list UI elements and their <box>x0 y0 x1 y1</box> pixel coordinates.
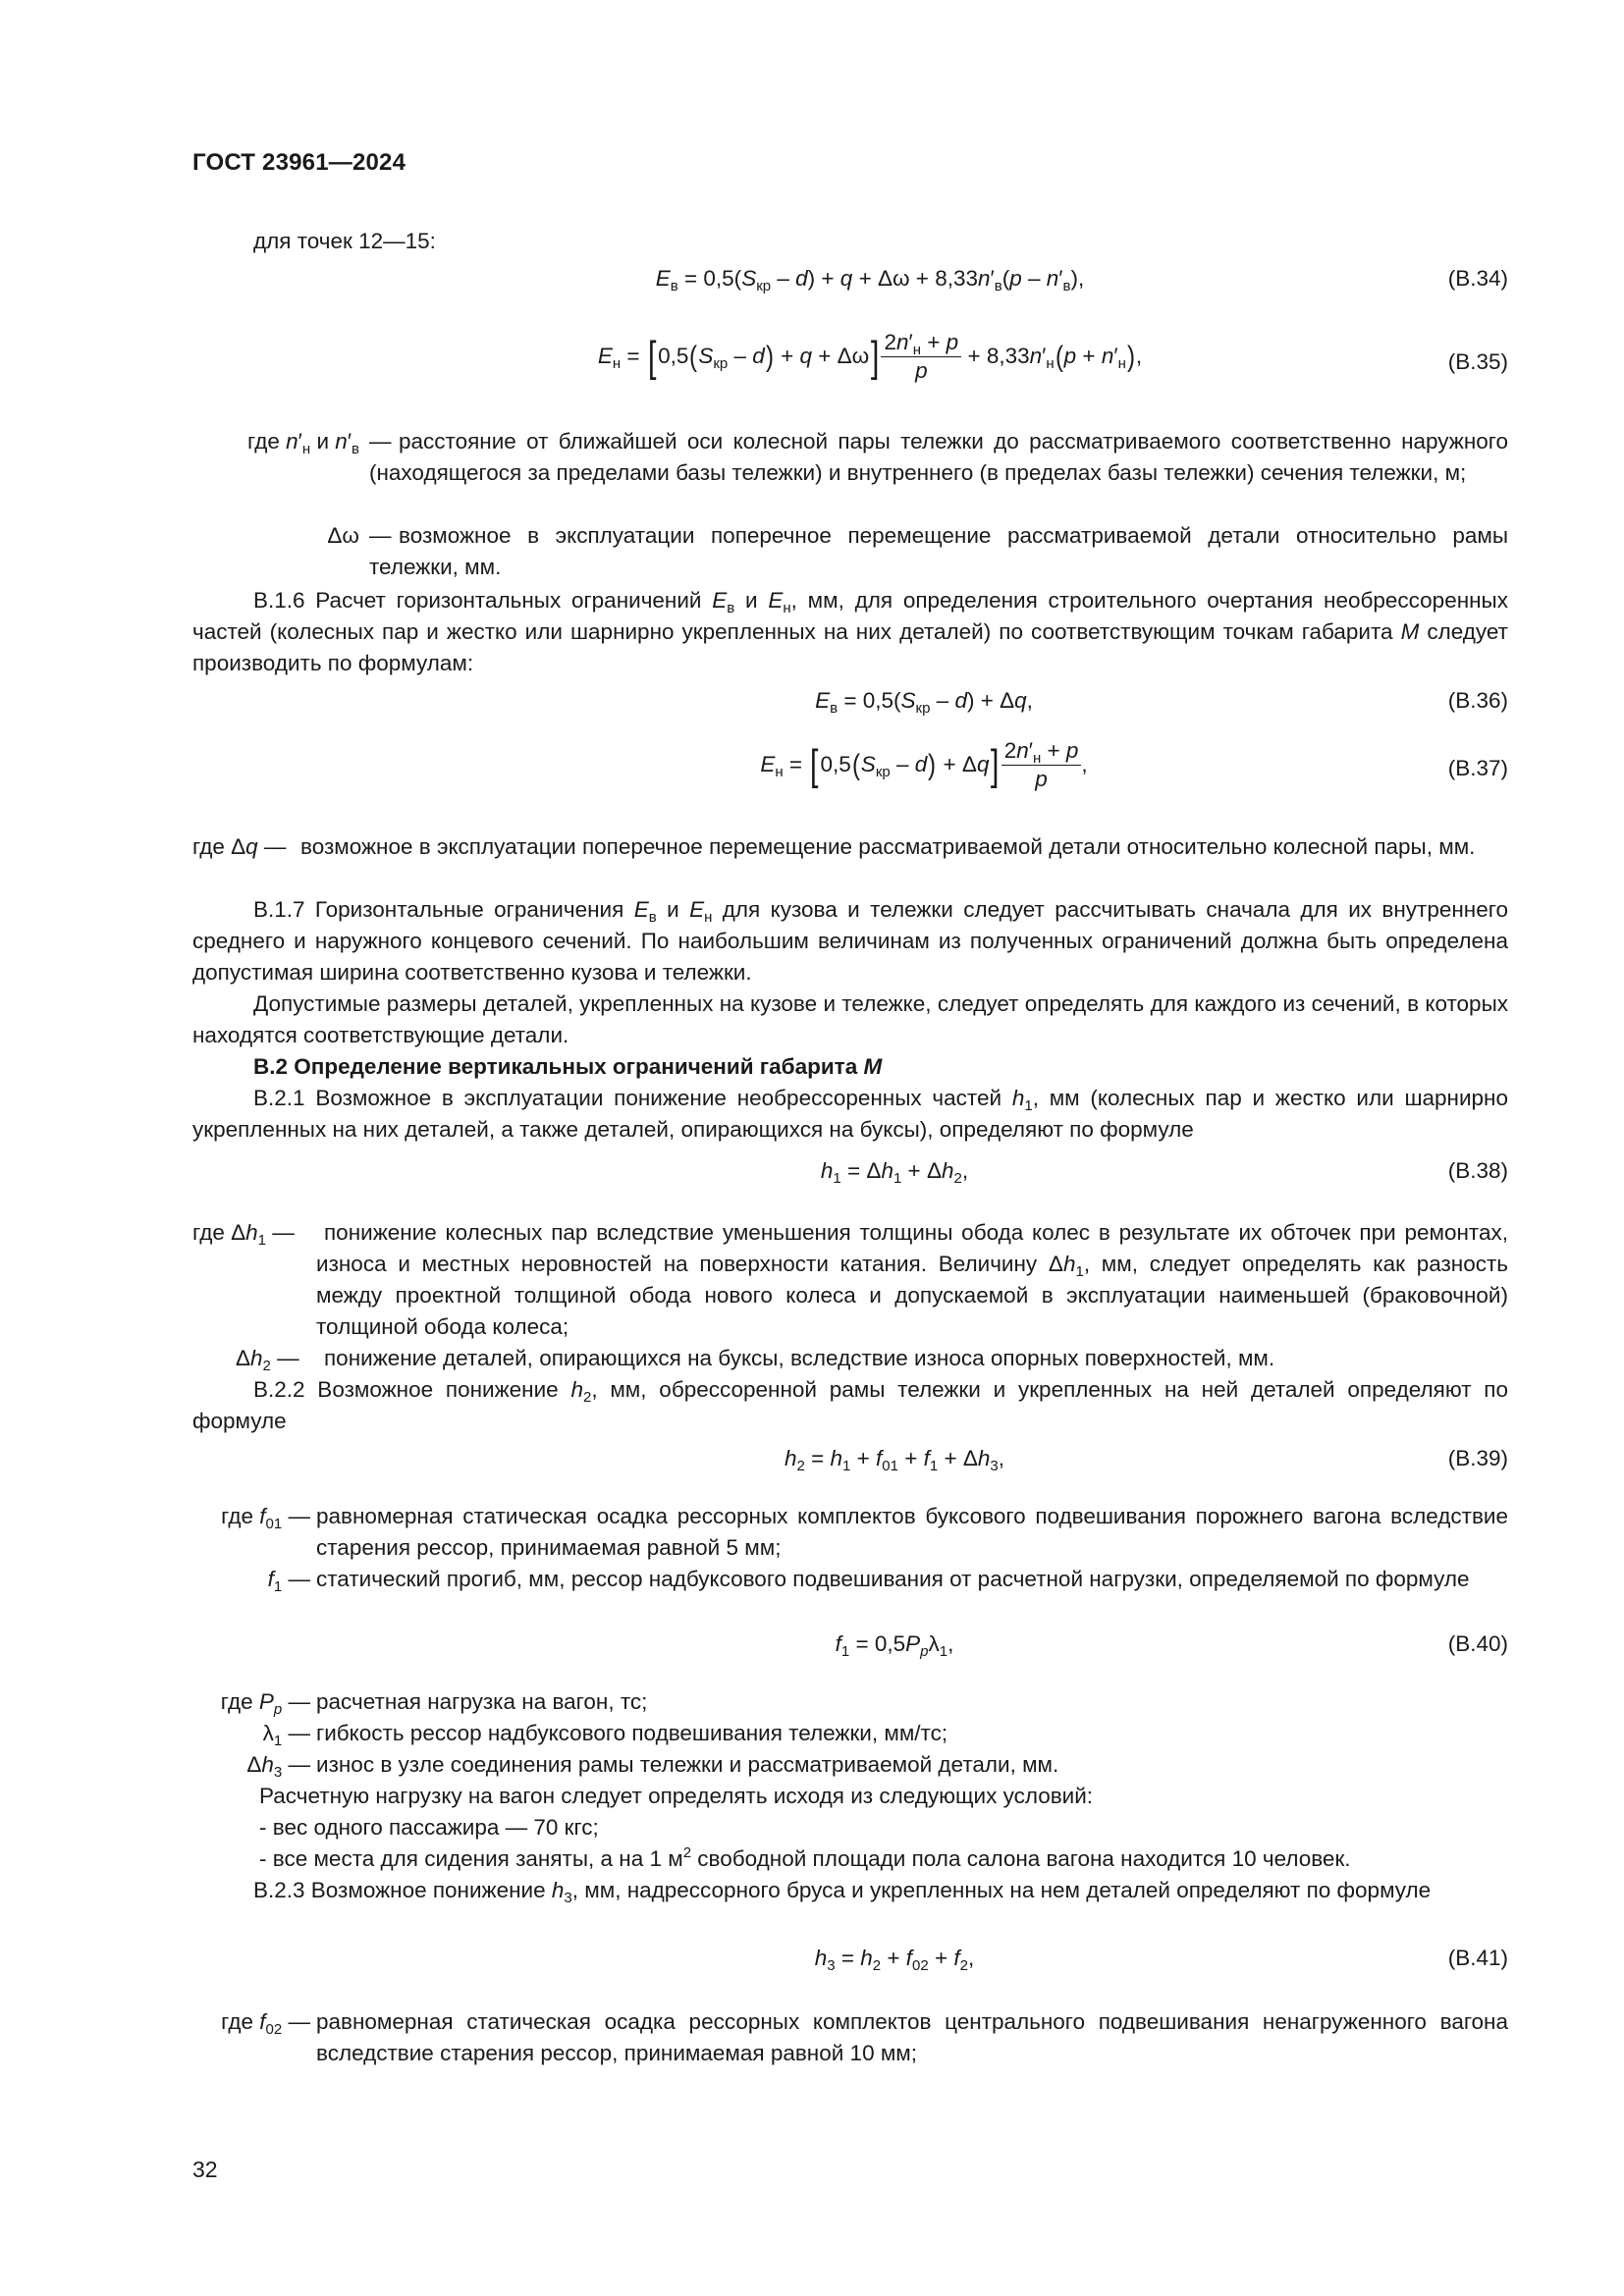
where-label: где <box>220 1689 253 1714</box>
load-intro: Расчетную нагрузку на вагон следует определять исходя из следующих условий: <box>259 1784 1094 1808</box>
where-label: где <box>221 1504 254 1528</box>
b16-text-end: следует производить по формулам: <box>192 619 1508 675</box>
paragraph-b23: В.2.3 Возможное понижение $h_3$, мм, надрессорного бруса и укрепленных на нем деталей определяют по формуле <box>253 1878 1432 1906</box>
load-item-2-sup: 2 <box>682 1844 692 1861</box>
equation-number: (В.37) <box>1447 756 1508 780</box>
load-item-1: - вес одного пассажира — 70 кгс; <box>259 1815 599 1840</box>
definitions-block: где $n'_н$ и $n'_в$ — расстояние от ближайшей оси колесной пары тележки до рассматриваемого соответственно наружного (находящегося за пределами базы тележки) и внутреннего (в пределах базы тележки) сечения тележки, м; Δω — возможное в эксплуатации поперечное перемещение рассматриваемой детали относительно рамы тележки, мм. <box>192 426 1508 583</box>
delta-q-text: возможное в эксплуатации поперечное перемещение рассматриваемой детали относительно колесной пары, мм. <box>300 834 1476 859</box>
definitions-load: где $P_p$ — расчетная нагрузка на вагон, тс; $\lambda_1$ — гибкость рессор надбуксового подвешивания тележки, мм/тс; $\Delta h_3$ — износ в узле соединения рамы тележки и рассматриваемой детали, мм. <box>192 1686 1508 1785</box>
conjunction: и <box>316 429 330 454</box>
paragraph-b16: В.1.6 Расчет горизонтальных ограничений $E_в$ и $E_н$, мм, для определения строительного очертания необрессоренных частей (колесных пар и жестко или шарнирно укрепленных на них деталей) по соответствующим точкам габарита М следует производить по формулам: <box>192 588 1508 675</box>
paragraph-b22: В.2.2 Возможное понижение $h_2$, мм, обрессоренной рамы тележки и укрепленных на ней деталей определяют по формуле <box>192 1377 1508 1433</box>
definition-n-prime: расстояние от ближайшей оси колесной пары тележки до рассматриваемого соответственно наружного (находящегося за пределами базы тележки) и внутреннего (в пределах базы тележки) сечения тележки, м; <box>369 429 1508 485</box>
equation-number: (В.38) <box>1447 1158 1508 1183</box>
points-intro: для точек 12—15: <box>253 229 436 253</box>
definition-dh1: понижение колесных пар вследствие уменьшения толщины обода колес в результате их обточек при ремонтах, износа и местных неровностей на поверхности катания. Величину $\Delta h_1$, мм, следует определять как разность между проектной толщиной обода нового колеса и допускаемой в эксплуатации наименьшей (браковочной) толщиной обода колеса; <box>316 1220 1509 1339</box>
definition-f1: статический прогиб, мм, рессор надбуксового подвешивания от расчетной нагрузки, определяемой по формуле <box>316 1567 1470 1591</box>
section-heading-b2 <box>253 1051 882 1083</box>
b22-text: В.2.2 Возможное понижение <box>253 1377 559 1402</box>
equation-b39: $h_2 = h_1 + f_{01} + f_1 + \Delta h_3$, (В.39) <box>784 1446 1508 1474</box>
definition-dh2: понижение деталей, опирающихся на буксы, вследствие износа опорных поверхностей, мм. <box>324 1346 1275 1370</box>
definition-f01: равномерная статическая осадка рессорных комплектов буксового подвешивания порожнего вагона вследствие старения рессор, принимаемая равной 5 мм; <box>316 1504 1508 1560</box>
equation-number: (В.40) <box>1447 1631 1508 1656</box>
b21-text-rest: , мм (колесных пар и жестко или шарнирно укрепленных на них деталей, а также деталей, опирающихся на буксы), определяют по формуле <box>192 1086 1508 1142</box>
equation-b41: $h_3 = h_2 + f_{02} + f_2$, (В.41) <box>814 1946 1508 1974</box>
page-number: 32 <box>192 2157 218 2182</box>
b21-text: В.2.1 Возможное в эксплуатации понижение необрессоренных частей <box>253 1086 1002 1110</box>
where-label: где <box>221 2009 254 2034</box>
definition-delta-omega: возможное в эксплуатации поперечное перемещение рассматриваемой детали относительно рамы тележки, мм. <box>369 523 1508 579</box>
b23-text-rest: , мм, надрессорного бруса и укрепленных на нем деталей определяют по формуле <box>571 1878 1432 1902</box>
b22-text-rest: , мм, обрессоренной рамы тележки и укрепленных на ней деталей определяют по формуле <box>192 1377 1508 1433</box>
b17-conj: и <box>667 897 679 922</box>
paragraph-allowed-sizes: Допустимые размеры деталей, укрепленных на кузове и тележке, следует определять для каждого из сечений, в которых находятся соответствующие детали. <box>192 991 1508 1047</box>
load-item-2 <box>259 1843 1351 1875</box>
definitions-dh: где $\Delta h_1$ — понижение колесных пар вследствие уменьшения толщины обода колес в результате их обточек при ремонтах, износа и местных неровностей на поверхности катания. Величину $\Delta h_1$, мм, следует определять как разность между проектной толщиной обода нового колеса и допускаемой в эксплуатации наименьшей (браковочной) толщиной обода колеса; $\Delta h_2$ — понижение деталей, опирающихся на буксы, вследствие износа опорных поверхностей, мм. <box>192 1217 1508 1374</box>
load-item-2-a: - все места для сидения заняты, а на 1 м <box>259 1846 683 1871</box>
equation-number: (В.35) <box>1447 349 1508 374</box>
section-b2-title: В.2 Определение вертикальных ограничений габарита <box>253 1054 858 1079</box>
section-b2-m: М <box>863 1054 883 1079</box>
dh1-text-a: понижение колесных пар вследствие уменьшения толщины обода колес в результате их обточек при ремонтах, износа и местных неровностей на поверхности катания. Величину <box>316 1220 1508 1276</box>
where-label: где <box>192 1220 225 1245</box>
equation-b36: $E_в = 0,5(S_{кр} - d) + \Delta q$, (В.36) <box>815 688 1508 717</box>
b17-text: В.1.7 Горизонтальные ограничения <box>253 897 624 922</box>
equation-b37: $E_н = [0,5(S_{кр} - d) + \Delta q]$ $\frac{2n'_н + p}{p}$ , (В.37) <box>760 738 1508 791</box>
load-item-2-b: свободной площади пола салона вагона находится 10 человек. <box>691 1846 1351 1871</box>
equation-b38: $h_1 = \Delta h_1 + \Delta h_2$, (В.38) <box>820 1158 1508 1187</box>
b16-conj: и <box>745 588 758 613</box>
equation-number: (В.34) <box>1447 266 1508 291</box>
dh1-text-b: , мм, следует определять как разность между проектной толщиной обода нового колеса и допускаемой в эксплуатации наименьшей (браковочной) толщиной обода колеса; <box>316 1252 1509 1339</box>
b17-text-rest: для кузова и тележки следует рассчитывать сначала для их внутреннего среднего и наружного концевого сечений. По наибольшим величинам из полученных ограничений должна быть определена допустимая ширина соответственно кузова и тележки. <box>192 897 1508 985</box>
equation-number: (В.41) <box>1447 1946 1508 1970</box>
paragraph-b21: В.2.1 Возможное в эксплуатации понижение необрессоренных частей $h_1$, мм (колесных пар и жестко или шарнирно укрепленных на них деталей, а также деталей, опирающихся на буксы), определяют по формуле <box>192 1086 1508 1142</box>
definition-pp: расчетная нагрузка на вагон, тс; <box>316 1689 648 1714</box>
b16-text: В.1.6 Расчет горизонтальных ограничений <box>253 588 702 613</box>
definition-lambda1: гибкость рессор надбуксового подвешивания тележки, мм/тс; <box>316 1721 948 1745</box>
paragraph-b17: В.1.7 Горизонтальные ограничения $E_в$ и $E_н$ для кузова и тележки следует рассчитывать сначала для их внутреннего среднего и наружного концевого сечений. По наибольшим величинам из полученных ограничений должна быть определена допустимая ширина соответственно кузова и тележки. <box>192 897 1508 985</box>
b23-text: В.2.3 Возможное понижение <box>253 1878 546 1902</box>
definitions-f02: где $f_{02}$ — равномерная статическая осадка рессорных комплектов центрального подвешивания ненагруженного вагона вследствие старения рессор, принимаемая равной 10 мм; <box>192 2006 1508 2069</box>
definition-delta-q-text <box>192 831 1508 863</box>
definition-dh3: износ в узле соединения рамы тележки и рассматриваемой детали, мм. <box>316 1752 1059 1777</box>
where-label: где <box>247 429 280 454</box>
document-header: ГОСТ 23961—2024 <box>192 149 406 176</box>
where-label: где <box>192 834 225 859</box>
equation-number: (В.36) <box>1447 688 1508 713</box>
equation-b40: $f_1 = 0,5P_p\lambda_1$, (В.40) <box>835 1631 1508 1660</box>
equation-b34: $E_в = 0,5(S_{кр} - d) + q + \Delta\omega + 8,33n'_в(p - n'_в)$, (В.34) <box>655 266 1508 294</box>
definitions-f: где $f_{01}$ — равномерная статическая осадка рессорных комплектов буксового подвешивания порожнего вагона вследствие старения рессор, принимаемая равной 5 мм; $f_1$ — статический прогиб, мм, рессор надбуксового подвешивания от расчетной нагрузки, определяемой по формуле <box>192 1501 1508 1627</box>
b16-text-rest: , мм, для определения строительного очертания необрессоренных частей (колесных пар и жестко или шарнирно укрепленных на них деталей) по соответствующим точкам габарита <box>192 588 1508 644</box>
definition-f02: равномерная статическая осадка рессорных комплектов центрального подвешивания ненагруженного вагона вследствие старения рессор, принимаемая равной 10 мм; <box>316 2009 1508 2065</box>
definition-delta-q: где Δq — возможное в эксплуатации поперечное перемещение рассматриваемой детали относительно колесной пары, мм. <box>192 831 1508 894</box>
equation-number: (В.39) <box>1447 1446 1508 1470</box>
equation-b35: $E_н = [0,5(S_{кр} - d) + q + \Delta\omega]$ $\frac{2n'_н + p}{p}$ + $8,33n'_н(p + n'_н)$, (В.35) <box>597 330 1508 383</box>
